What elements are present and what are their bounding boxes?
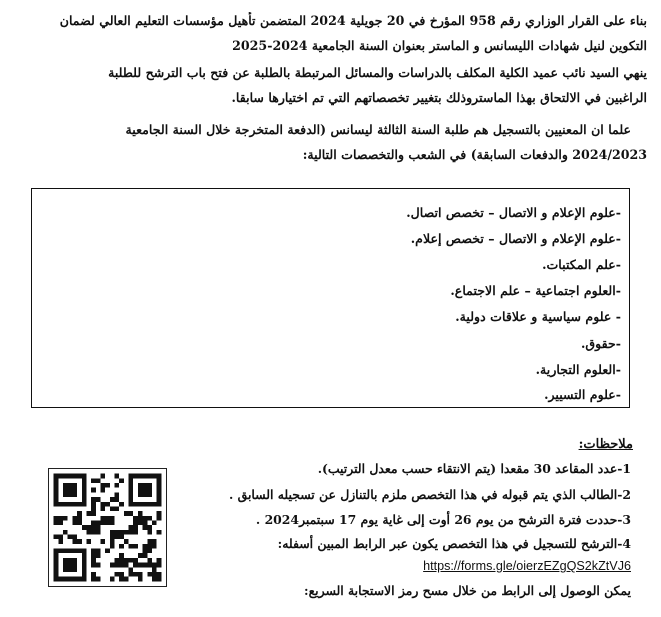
- qr-module: [129, 497, 134, 502]
- qr-module: [115, 474, 120, 479]
- qr-module: [82, 577, 87, 582]
- qr-module: [129, 572, 134, 577]
- qr-module: [82, 549, 87, 554]
- qr-module: [96, 520, 101, 525]
- qr-module: [58, 549, 63, 554]
- qr-module: [115, 572, 120, 577]
- qr-module: [143, 516, 148, 521]
- qr-module: [143, 474, 148, 479]
- qr-module: [72, 558, 77, 563]
- qr-module: [100, 520, 105, 525]
- qr-module: [129, 525, 134, 530]
- qr-module: [143, 563, 148, 568]
- qr-module: [91, 525, 96, 530]
- qr-module: [105, 516, 110, 521]
- qr-module: [63, 558, 68, 563]
- qr-module: [91, 553, 96, 558]
- qr-module: [91, 502, 96, 507]
- qr-module: [105, 520, 110, 525]
- qr-module: [68, 502, 73, 507]
- qr-module: [143, 502, 148, 507]
- qr-module: [138, 488, 143, 493]
- qr-module: [138, 474, 143, 479]
- qr-module: [82, 478, 87, 483]
- qr-module: [157, 492, 162, 497]
- qr-module: [152, 572, 157, 577]
- qr-module: [138, 572, 143, 577]
- qr-module: [157, 558, 162, 563]
- qr-module: [138, 520, 143, 525]
- qr-module: [152, 544, 157, 549]
- qr-module: [138, 492, 143, 497]
- qr-module: [138, 553, 143, 558]
- qr-module: [54, 553, 59, 558]
- qr-module: [147, 488, 152, 493]
- qr-module: [138, 483, 143, 488]
- qr-module: [110, 497, 115, 502]
- qr-module: [96, 553, 101, 558]
- qr-module: [152, 577, 157, 582]
- qr-module: [63, 549, 68, 554]
- qr-module: [72, 549, 77, 554]
- qr-module: [77, 516, 82, 521]
- qr-module: [82, 502, 87, 507]
- qr-module: [115, 497, 120, 502]
- qr-module: [119, 553, 124, 558]
- qr-module: [72, 474, 77, 479]
- qr-module: [77, 577, 82, 582]
- qr-module: [119, 544, 124, 549]
- qr-module: [54, 478, 59, 483]
- qr-module: [91, 506, 96, 511]
- qr-module: [68, 558, 73, 563]
- qr-module: [129, 502, 134, 507]
- qr-module: [86, 525, 91, 530]
- qr-module: [115, 535, 120, 540]
- qr-module: [82, 488, 87, 493]
- qr-module: [147, 525, 152, 530]
- qr-module: [133, 530, 138, 535]
- qr-module: [82, 525, 87, 530]
- qr-module: [143, 488, 148, 493]
- qr-module: [129, 544, 134, 549]
- qr-module: [124, 558, 129, 563]
- qr-module: [157, 502, 162, 507]
- qr-module: [82, 553, 87, 558]
- note-item: 1-عدد المقاعد 30 مقعدا (يتم الانتقاء حسب معدل الترتيب).: [317, 461, 631, 476]
- qr-module: [91, 488, 96, 493]
- qr-module: [124, 577, 129, 582]
- qr-module: [133, 502, 138, 507]
- qr-module: [129, 567, 134, 572]
- qr-module: [152, 539, 157, 544]
- qr-module: [100, 474, 105, 479]
- qr-module: [133, 544, 138, 549]
- qr-module: [58, 474, 63, 479]
- specialization-item: - علوم سياسية و علاقات دولية.: [455, 309, 621, 324]
- qr-module: [72, 520, 77, 525]
- qr-module: [110, 563, 115, 568]
- qr-module: [133, 563, 138, 568]
- qr-module: [147, 539, 152, 544]
- qr-module: [124, 539, 129, 544]
- qr-module: [147, 549, 152, 554]
- qr-module: [147, 530, 152, 535]
- note-item: 2-الطالب الذي يتم قبوله في هذا التخصص ملزم بالتنازل عن تسجيله السابق .: [228, 487, 631, 502]
- qr-module: [63, 563, 68, 568]
- specialization-item: -العلوم اجتماعية – علم الاجتماع.: [450, 283, 621, 298]
- qr-module: [72, 516, 77, 521]
- qr-hint: يمكن الوصول إلى الرابط من خلال مسح رمز الاستجابة السريع:: [304, 583, 631, 598]
- qr-module: [91, 558, 96, 563]
- qr-module: [157, 497, 162, 502]
- qr-module: [147, 474, 152, 479]
- qr-module: [152, 567, 157, 572]
- qr-module: [133, 525, 138, 530]
- qr-module: [119, 535, 124, 540]
- qr-module: [143, 553, 148, 558]
- specializations-box: [31, 188, 630, 408]
- qr-module: [124, 563, 129, 568]
- qr-module: [91, 511, 96, 516]
- qr-module: [147, 492, 152, 497]
- qr-module: [68, 567, 73, 572]
- qr-module: [110, 506, 115, 511]
- qr-module: [105, 549, 110, 554]
- qr-module: [129, 511, 134, 516]
- qr-module: [86, 539, 91, 544]
- qr-module: [129, 474, 134, 479]
- qr-module: [91, 577, 96, 582]
- qr-module: [54, 516, 59, 521]
- qr-module: [138, 511, 143, 516]
- qr-module: [115, 506, 120, 511]
- qr-module: [68, 577, 73, 582]
- qr-module: [82, 563, 87, 568]
- qr-module: [110, 535, 115, 540]
- qr-module: [54, 492, 59, 497]
- form-link[interactable]: https://forms.gle/oierzEZgQS2kZtVJ6: [423, 559, 631, 573]
- qr-module: [77, 549, 82, 554]
- qr-module: [133, 520, 138, 525]
- qr-module: [86, 511, 91, 516]
- qr-module: [119, 558, 124, 563]
- qr-module: [54, 535, 59, 540]
- qr-module: [124, 511, 129, 516]
- qr-module: [143, 549, 148, 554]
- qr-module: [68, 483, 73, 488]
- qr-module: [82, 474, 87, 479]
- qr-module: [96, 530, 101, 535]
- qr-module: [115, 563, 120, 568]
- qr-module: [58, 502, 63, 507]
- qr-module: [147, 502, 152, 507]
- qr-module: [157, 488, 162, 493]
- qr-module: [63, 502, 68, 507]
- qr-module: [91, 478, 96, 483]
- intro-line-2: التكوين لنيل شهادات الليسانس و الماستر بعنوان السنة الجامعية 2024-2025: [232, 38, 647, 53]
- qr-module: [96, 577, 101, 582]
- qr-module: [147, 563, 152, 568]
- intro-line-1: بناء على القرار الوزاري رقم 958 المؤرخ في 20 جويلية 2024 المتضمن تأهيل مؤسسات التعليم العالي لضمان: [59, 13, 647, 28]
- qr-module: [72, 577, 77, 582]
- intro-line-3: ينهي السيد نائب عميد الكلية المكلف بالدراسات والمسائل المرتبطة بالطلبة عن فتح باب الترشح للطلبة: [108, 65, 647, 80]
- qr-module: [143, 520, 148, 525]
- qr-module: [72, 563, 77, 568]
- qr-module: [133, 558, 138, 563]
- qr-module: [77, 539, 82, 544]
- qr-module: [157, 474, 162, 479]
- qr-module: [157, 483, 162, 488]
- qr-module: [63, 577, 68, 582]
- qr-module: [54, 549, 59, 554]
- qr-module: [68, 492, 73, 497]
- qr-module: [82, 572, 87, 577]
- qr-module: [91, 497, 96, 502]
- specialization-item: -العلوم التجارية.: [535, 362, 621, 377]
- specialization-item: -علوم التسيير.: [544, 387, 621, 402]
- qr-module: [68, 488, 73, 493]
- specialization-item: -حقوق.: [580, 336, 621, 351]
- qr-module: [147, 516, 152, 521]
- qr-module: [58, 539, 63, 544]
- qr-module: [82, 492, 87, 497]
- qr-module: [138, 502, 143, 507]
- qr-module: [147, 572, 152, 577]
- qr-module: [63, 474, 68, 479]
- qr-module: [119, 577, 124, 582]
- qr-module: [96, 549, 101, 554]
- qr-module: [119, 502, 124, 507]
- qr-module: [100, 506, 105, 511]
- qr-module: [77, 511, 82, 516]
- qr-module: [72, 567, 77, 572]
- specialization-item: -علوم الإعلام و الاتصال – تخصص إعلام.: [410, 231, 621, 246]
- qr-module: [152, 474, 157, 479]
- qr-module: [68, 535, 73, 540]
- qr-module: [96, 497, 101, 502]
- qr-module: [54, 558, 59, 563]
- qr-module: [82, 558, 87, 563]
- qr-module: [58, 520, 63, 525]
- qr-module: [157, 511, 162, 516]
- qr-module: [110, 577, 115, 582]
- qr-module: [54, 577, 59, 582]
- qr-module: [152, 502, 157, 507]
- specialization-item: -علوم الإعلام و الاتصال – تخصص اتصال.: [406, 205, 621, 220]
- qr-module: [119, 563, 124, 568]
- qr-module: [82, 497, 87, 502]
- qr-module: [54, 474, 59, 479]
- qr-module: [54, 563, 59, 568]
- qr-module: [72, 483, 77, 488]
- qr-module: [63, 492, 68, 497]
- qr-module: [58, 577, 63, 582]
- qr-module: [129, 530, 134, 535]
- notes-title: ملاحظات:: [578, 437, 633, 452]
- qr-module: [82, 567, 87, 572]
- qr-module: [115, 558, 120, 563]
- qr-module: [91, 520, 96, 525]
- qr-module: [157, 478, 162, 483]
- qr-module: [63, 567, 68, 572]
- qr-module: [115, 483, 120, 488]
- qr-module: [133, 572, 138, 577]
- qr-module: [100, 488, 105, 493]
- qr-module: [157, 577, 162, 582]
- qr-module: [72, 492, 77, 497]
- qr-module: [100, 483, 105, 488]
- qr-module: [152, 520, 157, 525]
- intro-line-4: الراغبين في الالتحاق بهذا الماستروذلك بتغيير تخصصاتهم التي تم اختيارها سابقا.: [231, 90, 647, 105]
- qr-module: [63, 483, 68, 488]
- qr-module: [54, 502, 59, 507]
- qr-module: [110, 516, 115, 521]
- qr-module: [91, 530, 96, 535]
- qr-module: [133, 474, 138, 479]
- intro-line-6: 2024/2023 والدفعات السابقة) في الشعب والتخصصات التالية:: [302, 147, 647, 162]
- qr-module: [119, 478, 124, 483]
- qr-module: [72, 535, 77, 540]
- qr-module: [129, 558, 134, 563]
- qr-module: [91, 572, 96, 577]
- qr-code-graphic: [49, 469, 166, 586]
- qr-module: [129, 483, 134, 488]
- qr-module: [58, 535, 63, 540]
- qr-module: [110, 520, 115, 525]
- specialization-item: -علم المكتبات.: [542, 257, 621, 272]
- qr-module: [138, 577, 143, 582]
- qr-module: [157, 516, 162, 521]
- qr-module: [54, 488, 59, 493]
- qr-module: [110, 544, 115, 549]
- qr-module: [77, 502, 82, 507]
- qr-module: [63, 530, 68, 535]
- qr-module: [68, 474, 73, 479]
- qr-module: [129, 488, 134, 493]
- note-item: 3-حددت فترة الترشح من يوم 26 أوت إلى غاية يوم 17 سبتمبر2024 .: [255, 512, 631, 527]
- qr-module: [96, 478, 101, 483]
- qr-module: [54, 497, 59, 502]
- qr-module: [138, 563, 143, 568]
- qr-module: [110, 530, 115, 535]
- qr-module: [77, 474, 82, 479]
- qr-module: [54, 572, 59, 577]
- qr-module: [58, 516, 63, 521]
- qr-module: [68, 549, 73, 554]
- qr-module: [63, 488, 68, 493]
- qr-module: [147, 544, 152, 549]
- qr-module: [96, 563, 101, 568]
- intro-line-5: علما ان المعنيين بالتسجيل هم طلبة السنة الثالثة ليسانس (الدفعة المتخرجة خلال السنة الجامعية: [125, 122, 631, 137]
- note-item: 4-الترشح للتسجيل في هذا التخصص يكون عبر الرابط المبين أسفله:: [277, 536, 631, 551]
- qr-module: [100, 502, 105, 507]
- qr-module: [82, 483, 87, 488]
- qr-module: [129, 492, 134, 497]
- qr-module: [63, 516, 68, 521]
- qr-module: [91, 563, 96, 568]
- qr-module: [100, 516, 105, 521]
- qr-module: [105, 502, 110, 507]
- qr-module: [72, 502, 77, 507]
- qr-module: [143, 483, 148, 488]
- qr-code-icon[interactable]: [48, 468, 167, 587]
- qr-module: [124, 530, 129, 535]
- qr-module: [129, 478, 134, 483]
- qr-module: [72, 488, 77, 493]
- qr-module: [72, 539, 77, 544]
- qr-module: [54, 483, 59, 488]
- qr-module: [133, 516, 138, 521]
- qr-module: [119, 530, 124, 535]
- qr-module: [54, 567, 59, 572]
- qr-module: [100, 539, 105, 544]
- qr-module: [157, 572, 162, 577]
- qr-module: [143, 544, 148, 549]
- qr-module: [105, 483, 110, 488]
- qr-module: [86, 530, 91, 535]
- qr-module: [77, 520, 82, 525]
- qr-module: [147, 483, 152, 488]
- qr-module: [115, 492, 120, 497]
- qr-module: [157, 530, 162, 535]
- qr-module: [110, 539, 115, 544]
- qr-module: [68, 563, 73, 568]
- qr-module: [138, 516, 143, 521]
- qr-module: [119, 572, 124, 577]
- qr-module: [143, 492, 148, 497]
- qr-module: [96, 525, 101, 530]
- qr-module: [152, 563, 157, 568]
- qr-module: [143, 525, 148, 530]
- qr-module: [147, 558, 152, 563]
- qr-module: [115, 530, 120, 535]
- qr-module: [91, 549, 96, 554]
- qr-module: [54, 520, 59, 525]
- qr-module: [157, 563, 162, 568]
